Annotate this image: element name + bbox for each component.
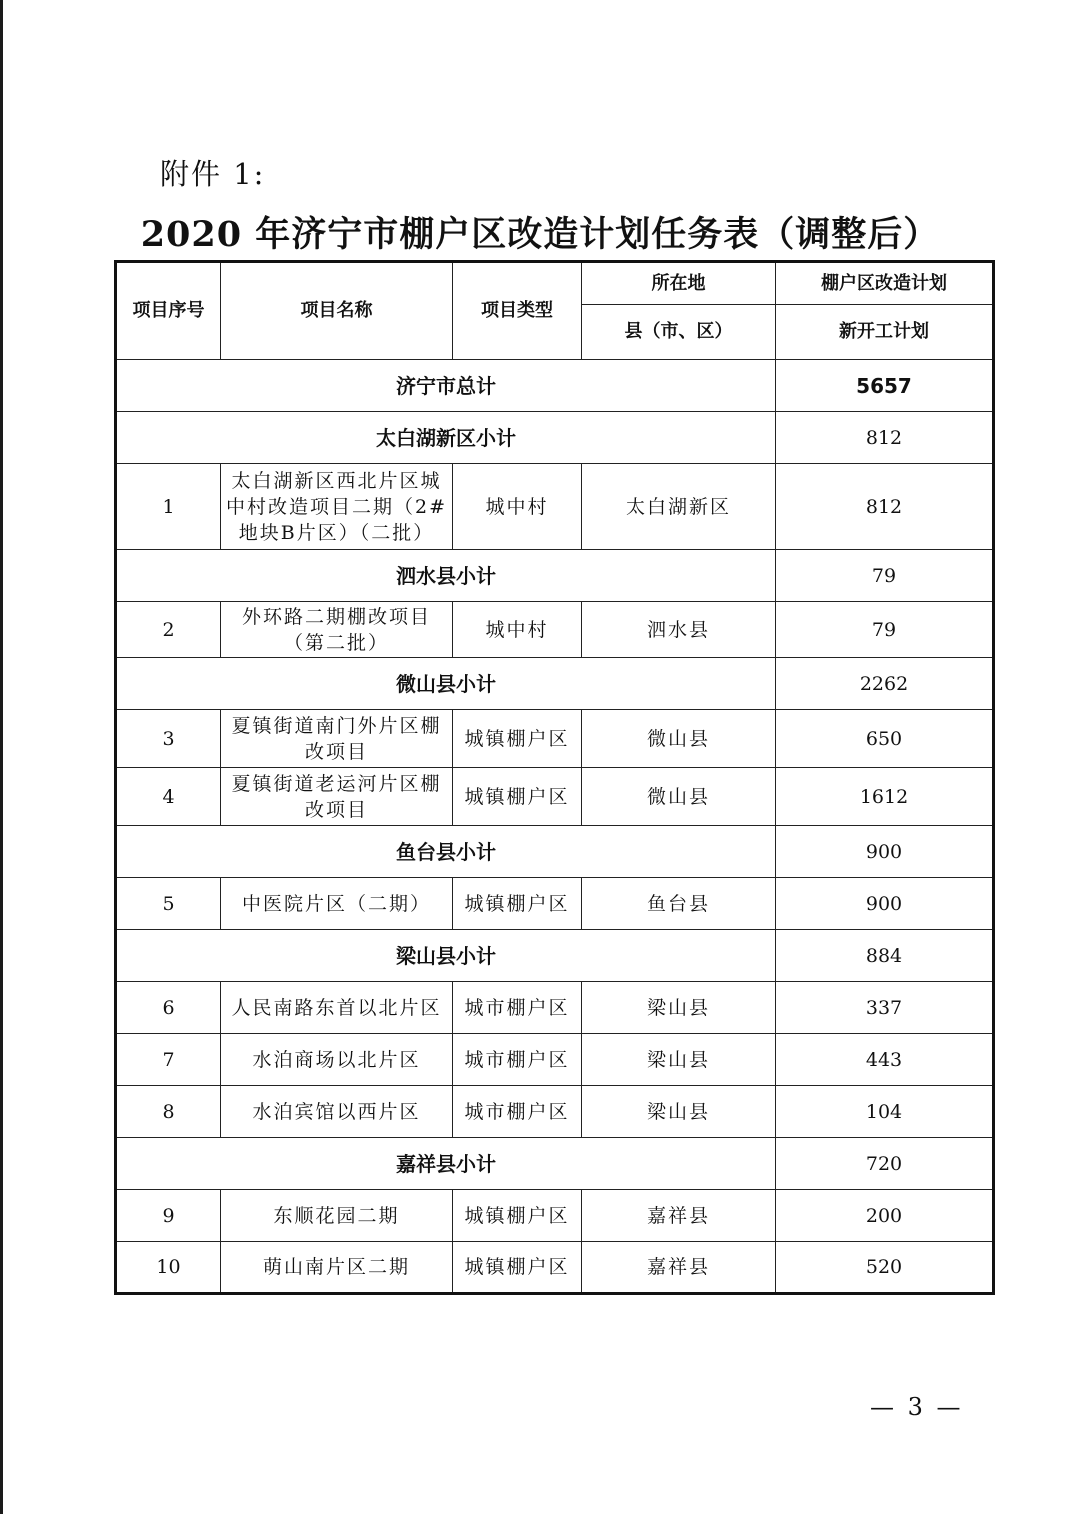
county-cell: 鱼台县 [582, 878, 776, 930]
type-cell: 城镇棚户区 [453, 878, 582, 930]
name-cell: 萌山南片区二期 [221, 1242, 453, 1294]
table-row [116, 1242, 994, 1294]
type-cell: 城市棚户区 [453, 1086, 582, 1138]
value-cell: 200 [776, 1190, 994, 1242]
header-county: 县（市、区） [582, 305, 776, 360]
county-cell: 嘉祥县 [582, 1242, 776, 1294]
subtotal-label: 梁山县小计 [116, 930, 776, 982]
subtotal-row [116, 550, 994, 602]
value-cell: 104 [776, 1086, 994, 1138]
subtotal-label: 泗水县小计 [116, 550, 776, 602]
seq-cell: 7 [116, 1034, 221, 1086]
type-cell: 城镇棚户区 [453, 1190, 582, 1242]
subtotal-label: 鱼台县小计 [116, 826, 776, 878]
subtotal-value: 900 [776, 826, 994, 878]
table-row [116, 1034, 994, 1086]
type-cell: 城中村 [453, 464, 582, 550]
header-name: 项目名称 [221, 262, 453, 360]
seq-cell: 3 [116, 710, 221, 768]
subtotal-row [116, 1138, 994, 1190]
seq-cell: 10 [116, 1242, 221, 1294]
name-cell: 人民南路东首以北片区 [221, 982, 453, 1034]
county-cell: 嘉祥县 [582, 1190, 776, 1242]
name-cell: 东顺花园二期 [221, 1190, 453, 1242]
subtotal-row [116, 658, 994, 710]
seq-cell: 6 [116, 982, 221, 1034]
county-cell: 梁山县 [582, 982, 776, 1034]
table-row [116, 982, 994, 1034]
subtotal-label: 太白湖新区小计 [116, 412, 776, 464]
name-cell: 太白湖新区西北片区城中村改造项目二期（2#地块B片区）（二批） [221, 464, 453, 550]
subtotal-value: 884 [776, 930, 994, 982]
value-cell: 443 [776, 1034, 994, 1086]
county-cell: 梁山县 [582, 1034, 776, 1086]
total-label: 济宁市总计 [116, 360, 776, 412]
attachment-label: 附件 1: [160, 157, 266, 191]
plan-table [114, 260, 995, 1295]
subtotal-value: 2262 [776, 658, 994, 710]
table-row [116, 768, 994, 826]
type-cell: 城市棚户区 [453, 982, 582, 1034]
table-row [116, 710, 994, 768]
table-row [116, 878, 994, 930]
header-new-start: 新开工计划 [776, 305, 994, 360]
name-cell: 夏镇街道南门外片区棚改项目 [221, 710, 453, 768]
plan-table-body [116, 262, 994, 1294]
name-cell: 水泊宾馆以西片区 [221, 1086, 453, 1138]
total-row [116, 360, 994, 412]
total-value: 5657 [776, 360, 994, 412]
subtotal-value: 79 [776, 550, 994, 602]
name-cell: 水泊商场以北片区 [221, 1034, 453, 1086]
header-plan: 棚户区改造计划 [776, 262, 994, 305]
subtotal-label: 微山县小计 [116, 658, 776, 710]
seq-cell: 8 [116, 1086, 221, 1138]
subtotal-value: 812 [776, 412, 994, 464]
county-cell: 梁山县 [582, 1086, 776, 1138]
value-cell: 79 [776, 602, 994, 658]
name-cell: 外环路二期棚改项目（第二批） [221, 602, 453, 658]
table-row [116, 602, 994, 658]
page-number: — 3 — [870, 1393, 964, 1421]
county-cell: 太白湖新区 [582, 464, 776, 550]
seq-cell: 1 [116, 464, 221, 550]
value-cell: 650 [776, 710, 994, 768]
seq-cell: 9 [116, 1190, 221, 1242]
county-cell: 泗水县 [582, 602, 776, 658]
value-cell: 812 [776, 464, 994, 550]
type-cell: 城市棚户区 [453, 1034, 582, 1086]
value-cell: 1612 [776, 768, 994, 826]
seq-cell: 4 [116, 768, 221, 826]
header-seq: 项目序号 [116, 262, 221, 360]
subtotal-label: 嘉祥县小计 [116, 1138, 776, 1190]
type-cell: 城中村 [453, 602, 582, 658]
county-cell: 微山县 [582, 768, 776, 826]
name-cell: 中医院片区（二期） [221, 878, 453, 930]
county-cell: 微山县 [582, 710, 776, 768]
value-cell: 337 [776, 982, 994, 1034]
header-row-1 [116, 262, 994, 305]
type-cell: 城镇棚户区 [453, 1242, 582, 1294]
seq-cell: 5 [116, 878, 221, 930]
subtotal-value: 720 [776, 1138, 994, 1190]
value-cell: 520 [776, 1242, 994, 1294]
name-cell: 夏镇街道老运河片区棚改项目 [221, 768, 453, 826]
document-title: 2020 年济宁市棚户区改造计划任务表（调整后） [140, 214, 940, 255]
header-location: 所在地 [582, 262, 776, 305]
table-row [116, 464, 994, 550]
type-cell: 城镇棚户区 [453, 768, 582, 826]
table-row [116, 1086, 994, 1138]
subtotal-row [116, 826, 994, 878]
subtotal-row [116, 412, 994, 464]
table-row [116, 1190, 994, 1242]
type-cell: 城镇棚户区 [453, 710, 582, 768]
header-type: 项目类型 [453, 262, 582, 360]
subtotal-row [116, 930, 994, 982]
seq-cell: 2 [116, 602, 221, 658]
value-cell: 900 [776, 878, 994, 930]
